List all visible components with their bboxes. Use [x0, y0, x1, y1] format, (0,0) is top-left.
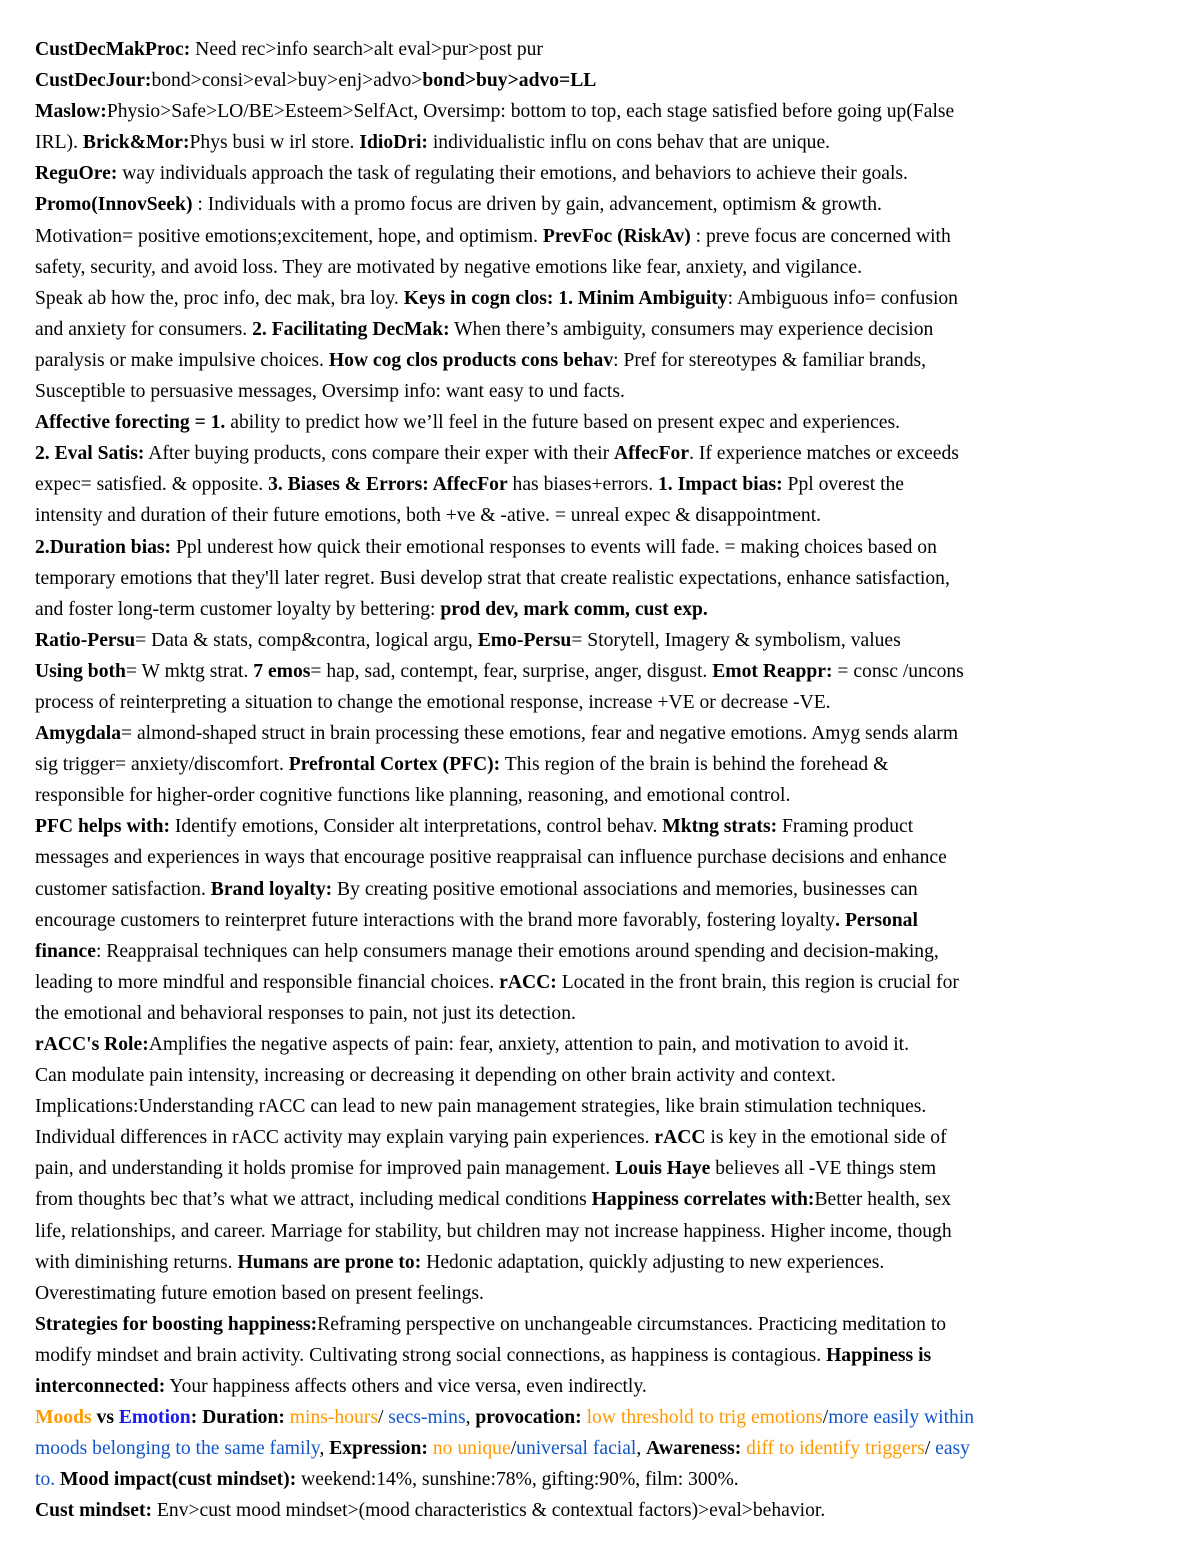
text-segment: [35, 39, 190, 60]
text-segment: temporary emotions that they'll later regret. Busi develop strat that create realistic expectations, enhance satisfaction,: [35, 567, 950, 589]
text-segment: Amplifies the negative aspects of pain: fear, anxiety, attention to pain, and motivation to avoid it.: [148, 1034, 909, 1055]
text-segment: [329, 1438, 428, 1459]
bold-term: Prefrontal Cortex (PFC):: [288, 754, 501, 776]
text-segment: [35, 816, 170, 837]
text-segment: [35, 1376, 165, 1397]
text-segment: ,: [465, 1407, 476, 1429]
text-segment: Susceptible to persuasive messages, Oversimp info: want easy to und facts.: [35, 381, 625, 403]
text-line: [35, 1464, 1172, 1495]
text-segment: = W mktg strat.: [125, 660, 254, 682]
text-segment: Better health, sex: [814, 1189, 952, 1211]
bold-term: ReguOre:: [35, 163, 118, 185]
text-segment: When there’s ambiguity, consumers may experience decision: [449, 318, 934, 340]
text-segment: [83, 132, 190, 153]
bold-term: Brick&Mor:: [82, 132, 190, 154]
bold-term: Happiness is: [826, 1344, 932, 1366]
colored-text-segment: secs-mins: [388, 1407, 466, 1429]
bold-term: rACC's Role:: [35, 1034, 149, 1055]
bold-term: PrevFoc (RiskAv): [542, 225, 691, 247]
text-segment: life, relationships, and career. Marriage for stability, but children may not increase happiness. Higher income, though: [35, 1220, 952, 1242]
bold-term: Mktng strats:: [662, 816, 778, 838]
bold-term: CustDecJour:: [35, 70, 152, 92]
text-line: [35, 127, 1172, 158]
bold-term: Maslow:: [35, 101, 107, 123]
text-line: [35, 998, 1172, 1029]
text-line: [35, 625, 1172, 656]
bold-term: prod dev, mark comm, cust exp.: [440, 598, 708, 620]
bold-term: Keys in cogn clos: 1. Minim Ambiguity: [403, 287, 728, 309]
bold-term: 2. Eval Satis:: [35, 443, 145, 465]
bold-term: How cog clos products cons behav: [328, 349, 614, 371]
text-segment: [191, 1407, 285, 1428]
text-segment: [289, 754, 500, 775]
text-segment: = Data & stats, comp&contra, logical argu,: [135, 629, 478, 651]
text-line: [35, 1278, 1172, 1309]
text-segment: . If experience matches or exceeds: [689, 443, 959, 465]
text-segment: : Reappraisal techniques can help consumers manage their emotions around spending and decision-making,: [95, 940, 939, 962]
bold-term: Expression:: [329, 1438, 428, 1460]
text-segment: [359, 132, 428, 153]
text-line: [35, 532, 1172, 563]
text-segment: /: [377, 1407, 389, 1429]
text-segment: the emotional and behavioral responses to pain, not just its detection.: [35, 1002, 576, 1024]
text-line: [35, 1309, 1172, 1340]
text-segment: : Ambiguous info= confusion: [727, 287, 958, 309]
text-segment: Implications:Understanding rACC can lead to new pain management strategies, like brain stimulation techniques.: [35, 1096, 927, 1118]
text-segment: [252, 319, 450, 340]
text-line: [35, 1495, 1172, 1526]
text-segment: [662, 816, 777, 837]
text-segment: [35, 661, 126, 682]
text-segment: [404, 288, 728, 309]
text-segment: /: [822, 1407, 829, 1429]
text-segment: [35, 941, 96, 962]
bold-term: Emot Reappr:: [712, 660, 833, 682]
text-segment: pain, and understanding it holds promise for improved pain management.: [35, 1158, 616, 1180]
text-segment: [835, 910, 918, 931]
text-segment: [440, 599, 707, 620]
bold-term: rACC: [654, 1127, 706, 1149]
text-segment: [211, 879, 332, 900]
colored-text-segment: easy: [935, 1438, 970, 1460]
text-segment: has biases+errors.: [507, 474, 658, 496]
text-line: [35, 687, 1172, 718]
text-segment: Can modulate pain intensity, increasing or decreasing it depending on other brain activity and context.: [35, 1065, 836, 1087]
text-segment: [712, 661, 832, 682]
text-segment: ability to predict how we’ll feel in the future based on present expec and experiences.: [225, 412, 900, 434]
text-segment: [237, 1252, 421, 1273]
text-line: [35, 376, 1172, 407]
text-line: [35, 967, 1172, 998]
text-line: [35, 1216, 1172, 1247]
text-segment: and foster long-term customer loyalty by bettering:: [35, 598, 441, 620]
text-segment: Identify emotions, Consider alt interpretations, control behav.: [170, 816, 663, 838]
bold-term: AffecFor: [614, 443, 690, 465]
text-segment: sig trigger= anxiety/discomfort.: [35, 754, 289, 776]
text-segment: Framing product: [777, 816, 914, 838]
text-segment: /: [510, 1438, 517, 1460]
text-line: [35, 283, 1172, 314]
text-line: [35, 252, 1172, 283]
text-line: [35, 1433, 1172, 1464]
bold-term: 7 emos: [253, 660, 311, 682]
text-segment: Speak ab how the, proc info, dec mak, bra loy.: [35, 287, 404, 309]
text-segment: with diminishing returns.: [35, 1251, 238, 1273]
text-segment: customer satisfaction.: [35, 878, 211, 900]
text-line: [35, 500, 1172, 531]
text-line: [35, 158, 1172, 189]
text-line: [35, 936, 1172, 967]
colored-text-segment: diff to identify triggers: [746, 1438, 925, 1460]
text-segment: weekend:14%, sunshine:78%, gifting:90%, film: 300%.: [296, 1469, 739, 1491]
bold-term: Emo-Persu: [477, 629, 572, 651]
text-segment: Ppl underest how quick their emotional responses to events will fade. = making choices based on: [171, 536, 937, 558]
text-line: [35, 345, 1172, 376]
text-line: [35, 221, 1172, 252]
text-segment: messages and experiences in ways that encourage positive reappraisal can influence purchase decisions and enhance: [35, 847, 947, 869]
bold-term: vs: [91, 1407, 119, 1429]
text-segment: : preve focus are concerned with: [690, 225, 951, 247]
text-segment: intensity and duration of their future emotions, both +ve & -ative. = unreal expec & disappointment.: [35, 505, 822, 527]
text-segment: [35, 443, 144, 464]
bold-term: 2. Facilitating DecMak:: [252, 318, 450, 340]
text-segment: [615, 1158, 710, 1179]
colored-text-segment: to.: [35, 1469, 56, 1491]
bold-term: Promo(InnovSeek): [35, 194, 193, 216]
text-segment: Hedonic adaptation, quickly adjusting to new experiences.: [421, 1251, 885, 1273]
bold-term: Mood impact(cust mindset):: [60, 1469, 297, 1491]
text-segment: leading to more mindful and responsible financial choices.: [35, 971, 500, 993]
text-segment: [646, 1438, 741, 1459]
text-line: [35, 874, 1172, 905]
text-segment: = Storytell, Imagery & symbolism, values: [571, 629, 901, 651]
colored-text-segment: Emotion: [118, 1407, 191, 1429]
text-segment: individualistic influ on cons behav that are unique.: [427, 132, 831, 154]
text-segment: Overestimating future emotion based on present feelings.: [35, 1282, 484, 1304]
text-line: [35, 842, 1172, 873]
bold-term: Brand loyalty:: [210, 878, 333, 900]
text-segment: IRL).: [35, 132, 83, 154]
text-segment: [592, 1189, 815, 1210]
text-segment: [35, 194, 192, 215]
text-segment: [422, 70, 596, 91]
text-segment: = almond-shaped struct in brain processing these emotions, fear and negative emotions. Amyg sends alarm: [121, 723, 959, 745]
bold-term: 3. Biases & Errors: AffecFor: [268, 474, 508, 496]
text-segment: bond>consi>eval>buy>enj>advo>: [151, 70, 423, 92]
text-segment: : Pref for stereotypes & familiar brands,: [613, 349, 927, 371]
bold-term: 1. Impact bias:: [658, 474, 783, 496]
text-segment: way individuals approach the task of regulating their emotions, and behaviors to achieve their goals.: [117, 163, 908, 185]
text-segment: encourage customers to reinterpret future interactions with the brand more favorably, fostering loyalty: [35, 909, 836, 931]
colored-text-segment: more easily within: [828, 1407, 975, 1429]
bold-term: Strategies for boosting happiness:: [35, 1313, 318, 1335]
text-segment: ,: [319, 1438, 330, 1460]
text-segment: Reframing perspective on unchangeable circumstances. Practicing meditation to: [317, 1313, 947, 1335]
text-line: [35, 1153, 1172, 1184]
text-line: [35, 96, 1172, 127]
bold-term: Happiness correlates with:: [591, 1189, 815, 1211]
bold-term: Awareness:: [646, 1438, 742, 1460]
text-line: [35, 1091, 1172, 1122]
colored-text-segment: moods belonging to the same family: [35, 1438, 320, 1460]
text-segment: [253, 661, 310, 682]
text-segment: Located in the front brain, this region is crucial for: [556, 971, 959, 993]
text-segment: [35, 101, 107, 122]
text-segment: By creating positive emotional associations and memories, businesses can: [332, 878, 918, 900]
text-segment: [35, 163, 117, 184]
text-segment: Env>cust mood mindset>(mood characteristics & contextual factors)>eval>behavior.: [152, 1500, 826, 1522]
text-segment: and anxiety for consumers.: [35, 318, 253, 340]
text-segment: Need rec>info search>alt eval>pur>post pur: [190, 39, 543, 60]
text-segment: = hap, sad, contempt, fear, surprise, anger, disgust.: [310, 660, 713, 682]
text-segment: Ppl overest the: [782, 474, 905, 496]
text-segment: from thoughts bec that’s what we attract, including medical conditions: [35, 1189, 592, 1211]
text-line: [35, 594, 1172, 625]
colored-text-segment: Moods: [35, 1407, 92, 1429]
text-segment: [658, 474, 783, 495]
text-segment: [614, 443, 689, 464]
text-segment: Individual differences in rACC activity may explain varying pain experiences.: [35, 1127, 655, 1149]
bold-term: Humans are prone to:: [237, 1251, 422, 1273]
text-segment: expec= satisfied. & opposite.: [35, 474, 269, 496]
colored-text-segment: universal facial: [516, 1438, 637, 1460]
text-segment: believes all -VE things stem: [710, 1158, 937, 1180]
text-line: [35, 749, 1172, 780]
text-segment: Motivation= positive emotions;excitement, hope, and optimism.: [35, 225, 543, 247]
bold-term: . Personal: [835, 909, 918, 931]
text-line: [35, 811, 1172, 842]
bold-term: Amygdala: [35, 723, 122, 745]
text-segment: = consc /uncons: [832, 660, 964, 682]
text-line: [35, 718, 1172, 749]
text-segment: ,: [636, 1438, 647, 1460]
text-segment: [92, 1407, 119, 1428]
text-segment: : Individuals with a promo focus are driven by gain, advancement, optimism & growth.: [192, 194, 882, 216]
text-segment: Physio>Safe>LO/BE>Esteem>SelfAct, Oversimp: bottom to top, each stage satisfied before going up(False: [106, 101, 955, 123]
text-line: [35, 438, 1172, 469]
text-line: [35, 1371, 1172, 1402]
text-line: [35, 34, 1172, 65]
text-segment: After buying products, cons compare their exper with their: [144, 443, 614, 465]
text-line: [35, 1247, 1172, 1278]
text-segment: [35, 537, 171, 558]
bold-term: interconnected:: [35, 1376, 166, 1398]
bold-term: Using both: [35, 660, 126, 682]
text-segment: /: [924, 1438, 936, 1460]
notes-body: [35, 34, 1172, 1527]
bold-term: Affective forecting = 1.: [35, 412, 226, 434]
bold-term: 2.Duration bias:: [35, 536, 172, 558]
bold-term: PFC helps with:: [35, 816, 170, 838]
text-segment: Your happiness affects others and vice versa, even indirectly.: [165, 1376, 647, 1398]
text-segment: [35, 70, 151, 91]
text-line: [35, 469, 1172, 500]
text-line: [35, 189, 1172, 220]
bold-term: finance: [35, 940, 96, 962]
bold-term: : Duration:: [190, 1407, 285, 1429]
text-segment: [499, 972, 557, 993]
text-segment: [60, 1469, 296, 1490]
text-segment: [35, 1034, 149, 1055]
colored-text-segment: mins-hours: [289, 1407, 378, 1429]
text-segment: Phys busi w irl store.: [189, 132, 360, 154]
text-segment: safety, security, and avoid loss. They are motivated by negative emotions like fear, anxiety, and vigilance.: [35, 256, 862, 278]
text-segment: [35, 630, 135, 651]
colored-text-segment: no unique: [432, 1438, 511, 1460]
text-segment: [35, 412, 225, 433]
text-line: [35, 905, 1172, 936]
text-line: [35, 1122, 1172, 1153]
text-line: [35, 1184, 1172, 1215]
text-line: [35, 65, 1172, 96]
text-segment: is key in the emotional side of: [705, 1127, 947, 1149]
bold-term: Louis Haye: [615, 1158, 711, 1180]
text-line: [35, 563, 1172, 594]
text-segment: paralysis or make impulsive choices.: [35, 349, 329, 371]
bold-term: CustDecMakProc:: [35, 39, 191, 60]
text-segment: [475, 1407, 581, 1428]
bold-term: provocation:: [475, 1407, 582, 1429]
colored-text-segment: low threshold to trig emotions: [586, 1407, 823, 1429]
bold-term: Ratio-Persu: [35, 629, 136, 651]
text-segment: [268, 474, 508, 495]
text-segment: modify mindset and brain activity. Cultivating strong social connections, as happiness is contagious.: [35, 1344, 827, 1366]
text-line: [35, 1029, 1172, 1060]
text-segment: [35, 1314, 317, 1335]
bold-term: rACC:: [499, 971, 557, 993]
text-segment: process of reinterpreting a situation to change the emotional response, increase +VE or decrease -VE.: [35, 691, 831, 713]
text-segment: This region of the brain is behind the forehead &: [500, 754, 889, 776]
bold-term: bond>buy>advo=LL: [422, 70, 597, 92]
text-line: [35, 656, 1172, 687]
text-line: [35, 1060, 1172, 1091]
text-segment: [329, 350, 613, 371]
text-segment: [35, 723, 121, 744]
text-segment: [543, 226, 691, 247]
text-segment: responsible for higher-order cognitive functions like planning, reasoning, and emotional control.: [35, 785, 791, 807]
text-line: [35, 780, 1172, 811]
text-line: [35, 1402, 1172, 1433]
text-segment: [478, 630, 572, 651]
text-line: [35, 314, 1172, 345]
bold-term: IdioDri:: [359, 132, 428, 154]
text-line: [35, 407, 1172, 438]
text-segment: [654, 1127, 705, 1148]
text-segment: [826, 1345, 931, 1366]
text-line: [35, 1340, 1172, 1371]
bold-term: Cust mindset:: [35, 1500, 153, 1522]
text-segment: [35, 1500, 152, 1521]
